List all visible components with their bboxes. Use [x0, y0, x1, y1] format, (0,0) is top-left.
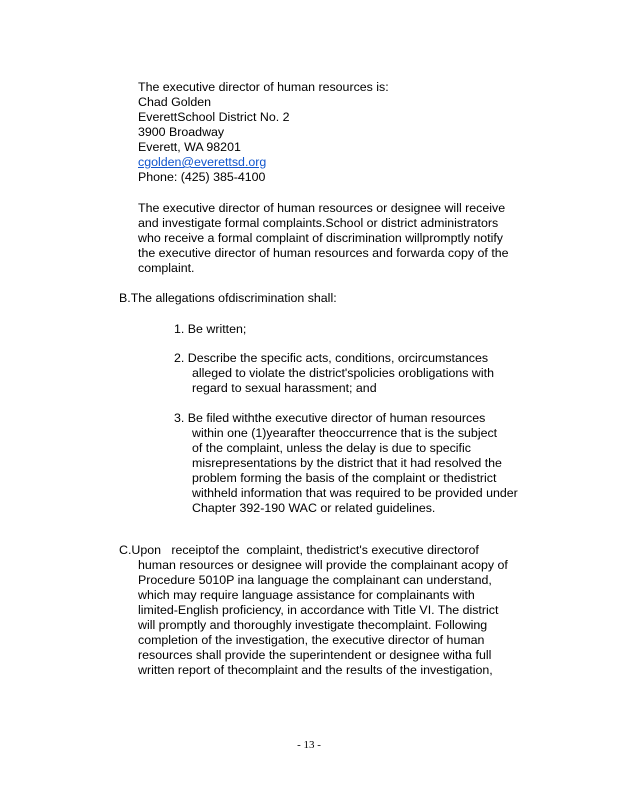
section-c-line: which may require language assistance for complainants with	[138, 588, 475, 602]
contact-phone: Phone: (425) 385-4100	[138, 170, 266, 184]
paragraph-line: the executive director of human resources and forwarda copy of the	[138, 246, 509, 260]
list-item-continuation: Chapter 392-190 WAC or related guidelines.	[192, 501, 436, 515]
contact-city: Everett, WA 98201	[138, 140, 241, 154]
list-item-continuation: regard to sexual harassment; and	[192, 381, 377, 395]
section-c-line: resources shall provide the superintendent or designee witha full	[138, 648, 492, 662]
list-item: 2. Describe the specific acts, conditions, orcircumstances	[174, 351, 489, 365]
section-c-line: completion of the investigation, the executive director of human	[138, 633, 485, 647]
section-b-heading: B.The allegations ofdiscrimination shall:	[119, 291, 337, 305]
paragraph-line: The executive director of human resources or designee will receive	[138, 201, 506, 215]
list-item-continuation: alleged to violate the district'spolicies orobligations with	[192, 366, 494, 380]
list-item: 1. Be written;	[174, 322, 247, 336]
section-b-item-3	[174, 411, 518, 516]
section-c-line: will promptly and thoroughly investigate thecomplaint. Following	[138, 618, 488, 632]
section-c-line: Procedure 5010P ina language the complainant can understand,	[138, 573, 492, 587]
contact-intro: The executive director of human resources is:	[138, 80, 389, 94]
list-item: 3. Be filed withthe executive director of human resources	[174, 411, 486, 425]
contact-email-link[interactable]: cgolden@everettsd.org	[138, 155, 267, 169]
paragraph-complaints	[138, 201, 509, 276]
list-item-continuation: withheld information that was required to be provided under	[192, 486, 518, 500]
contact-block	[138, 80, 389, 185]
list-item-continuation: of the complaint, unless the delay is due to specific	[192, 441, 471, 455]
section-c	[119, 543, 508, 678]
contact-org: EverettSchool District No. 2	[138, 110, 290, 124]
section-c-line: human resources or designee will provide the complainant acopy of	[138, 558, 508, 572]
contact-name: Chad Golden	[138, 95, 212, 109]
contact-street: 3900 Broadway	[138, 125, 225, 139]
paragraph-line: complaint.	[138, 261, 195, 275]
list-item-continuation: misrepresentations by the district that it had resolved the	[192, 456, 502, 470]
page-number: - 13 -	[297, 739, 321, 751]
paragraph-line: who receive a formal complaint of discrimination willpromptly notify	[138, 231, 503, 245]
paragraph-line: and investigate formal complaints.School or district administrators	[138, 216, 499, 230]
section-c-line: written report of thecomplaint and the results of the investigation,	[138, 663, 493, 677]
section-b-item-1	[174, 322, 246, 337]
section-c-line: C.Upon receiptof the complaint, thedistrict's executive directorof	[119, 543, 479, 557]
list-item-continuation: problem forming the basis of the complaint or thedistrict	[192, 471, 497, 485]
section-c-line: limited-English proficiency, in accordance with Title VI. The district	[138, 603, 499, 617]
list-item-continuation: within one (1)yearafter theoccurrence that is the subject	[192, 426, 498, 440]
section-b-item-2	[174, 351, 494, 396]
